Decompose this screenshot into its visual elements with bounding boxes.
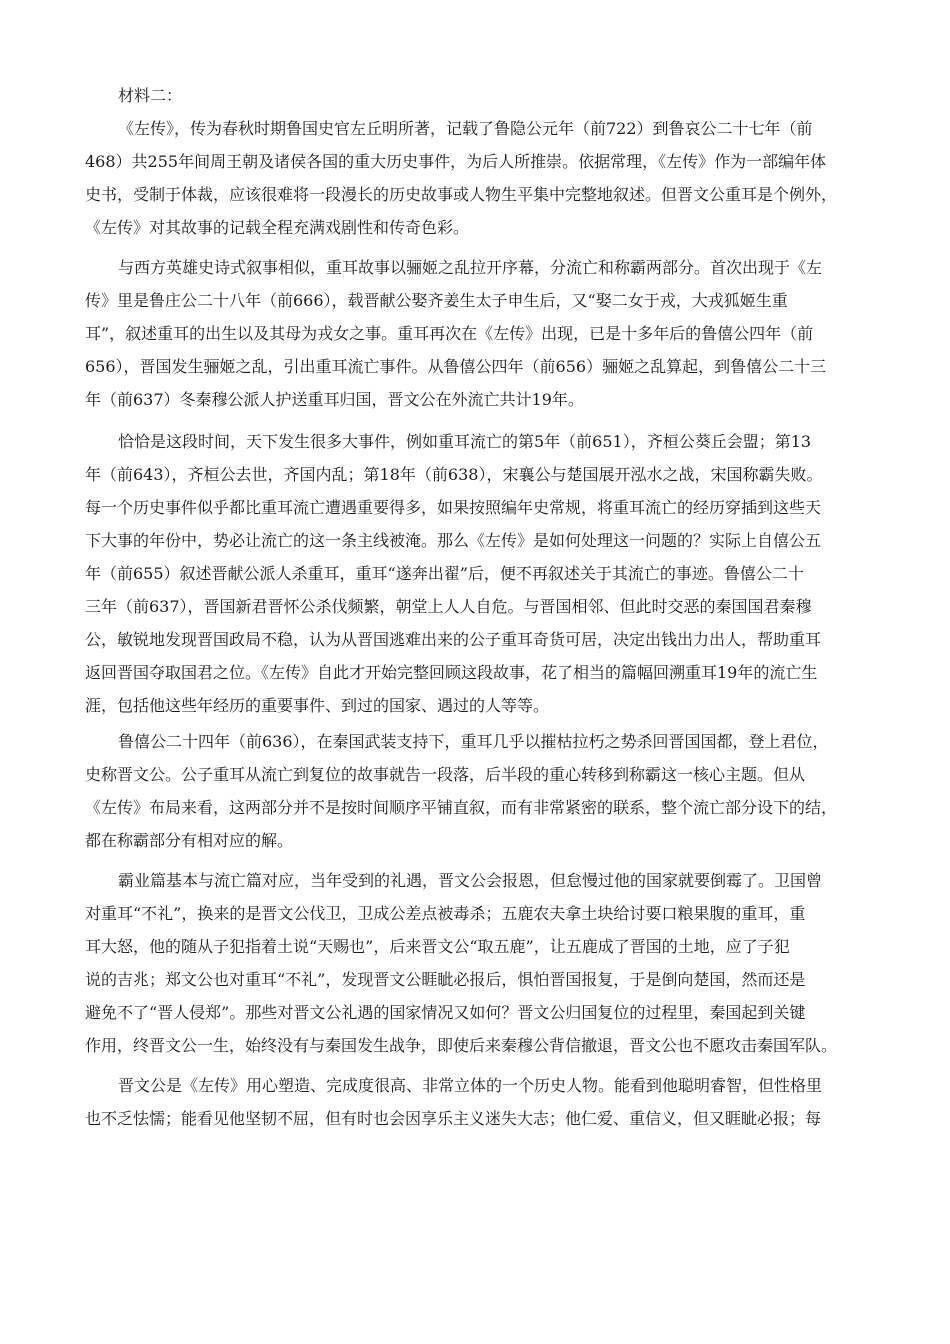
- section-heading: 材料二：: [118, 86, 183, 105]
- text-line: 避免不了“晋人侵郑”。那些对晋文公礼遇的国家情况又如何？晋文公归国复位的过程里，秦国起到关键: [85, 1003, 806, 1022]
- text-line: 史书，受制于体裁，应该很难将一段漫长的历史故事或人物生平集中完整地叙述。但晋文公重耳是个例外，: [85, 185, 838, 204]
- text-line: 恰恰是这段时间，天下发生很多大事件，例如重耳流亡的第5年（前651），齐桓公葵丘会盟；第13: [118, 432, 812, 451]
- text-line: 公，敏锐地发现晋国政局不稳，认为从晋国逃难出来的公子重耳奇货可居，决定出钱出力出人，帮助重耳: [85, 630, 822, 649]
- text-line: 耳”，叙述重耳的出生以及其母为戎女之事。重耳再次在《左传》出现，已是十多年后的鲁僖公四年（前: [85, 324, 814, 343]
- text-line: 晋文公是《左传》用心塑造、完成度很高、非常立体的一个历史人物。能看到他聪明睿智，但性格里: [118, 1076, 823, 1095]
- text-line: 返回晋国夺取国君之位。《左传》自此才开始完整回顾这段故事，花了相当的篇幅回溯重耳19年的流亡生: [85, 663, 818, 682]
- text-line: 霸业篇基本与流亡篇对应，当年受到的礼遇，晋文公会报恩，但怠慢过他的国家就要倒霉了。卫国曾: [118, 871, 823, 890]
- text-line: 作用，终晋文公一生，始终没有与秦国发生战争，即使后来秦穆公背信撤退，晋文公也不愿攻击秦国军队。: [85, 1036, 838, 1055]
- text-line: 年（前655）叙述晋献公派人杀重耳，重耳“遂奔出翟”后，便不再叙述关于其流亡的事迹。鲁僖公二十: [85, 564, 804, 583]
- text-line: 年（前637）冬秦穆公派人护送重耳归国，晋文公在外流亡共计19年。: [85, 390, 584, 409]
- text-line: 468）共255年间周王朝及诸侯各国的重大历史事件，为后人所推崇。依据常理，《左传》作为一部编年体: [85, 152, 827, 171]
- text-line: 《左传》布局来看，这两部分并不是按时间顺序平铺直叙，而有非常紧密的联系，整个流亡部分设下的结，: [85, 798, 838, 817]
- text-line: 对重耳“不礼”，换来的是晋文公伐卫，卫成公差点被毒杀；五鹿农夫拿土块给讨要口粮果腹的重耳，重: [85, 904, 806, 923]
- text-line: 《左传》对其故事的记载全程充满戏剧性和传奇色彩。: [85, 218, 470, 237]
- text-line: 鲁僖公二十四年（前636），在秦国武装支持下，重耳几乎以摧枯拉朽之势杀回晋国国都，登上君位，: [118, 732, 829, 751]
- text-line: 每一个历史事件似乎都比重耳流亡遭遇重要得多，如果按照编年史常规，将重耳流亡的经历穿插到这些天: [85, 498, 822, 517]
- text-line: 耳大怒，他的随从子犯指着土说“天赐也”，后来晋文公“取五鹿”，让五鹿成了晋国的土地，应了子犯: [85, 937, 790, 956]
- text-line: 史称晋文公。公子重耳从流亡到复位的故事就告一段落，后半段的重心转移到称霸这一核心主题。但从: [85, 765, 806, 784]
- text-line: 《左传》，传为春秋时期鲁国史官左丘明所著，记载了鲁隐公元年（前722）到鲁哀公二十七年（前: [118, 119, 813, 138]
- text-line: 涯，包括他这些年经历的重要事件、到过的国家、遇过的人等等。: [85, 696, 550, 715]
- text-line: 三年（前637），晋国新君晋怀公杀伐频繁，朝堂上人人自危。与晋国相邻、但此时交恶的秦国国君秦穆: [85, 597, 812, 616]
- text-line: 下大事的年份中，势必让流亡的这一条主线被淹。那么《左传》是如何处理这一问题的？实际上自僖公五: [85, 531, 822, 550]
- text-line: 656），晋国发生骊姬之乱，引出重耳流亡事件。从鲁僖公四年（前656）骊姬之乱算起，到鲁僖公二十三: [85, 357, 827, 376]
- text-line: 与西方英雄史诗式叙事相似，重耳故事以骊姬之乱拉开序幕，分流亡和称霸两部分。首次出现于《左: [118, 258, 823, 277]
- text-line: 传》里是鲁庄公二十八年（前666），载晋献公娶齐姜生太子申生后，又“娶二女于戎，大戎狐姬生重: [85, 291, 788, 310]
- text-line: 也不乏怯懦；能看见他坚韧不屈，但有时也会因享乐主义迷失大志；他仁爱、重信义，但又睚眦必报；每: [85, 1109, 822, 1128]
- text-line: 都在称霸部分有相对应的解。: [85, 831, 294, 850]
- text-line: 年（前643），齐桓公去世，齐国内乱；第18年（前638），宋襄公与楚国展开泓水之战，宋国称霸失败。: [85, 465, 823, 484]
- text-line: 说的吉兆；郑文公也对重耳“不礼”，发现晋文公睚眦必报后，惧怕晋国报复，于是倒向楚国，然而还是: [85, 970, 806, 989]
